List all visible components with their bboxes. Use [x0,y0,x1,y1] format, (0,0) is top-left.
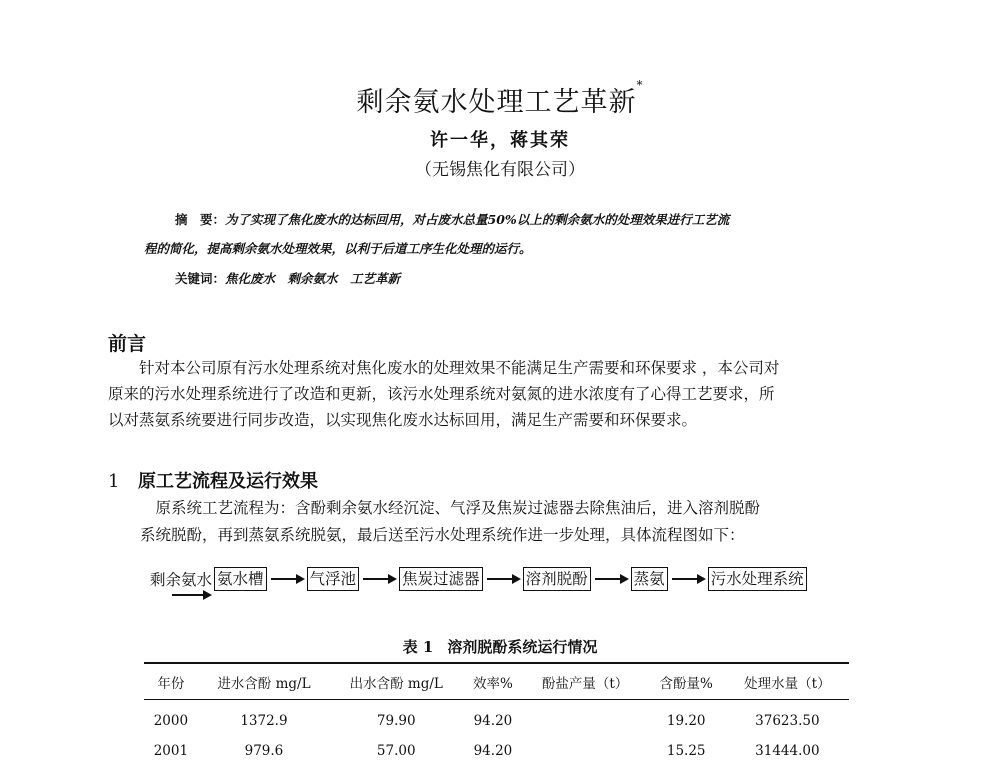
table-cell: 19.20 [666,713,706,729]
table-cell: 37623.50 [755,713,820,729]
title-footnote-mark: * [636,78,644,92]
flow-arrow-icon [593,573,629,585]
keywords-text: 焦化废水 剩余氨水 工艺革新 [225,271,401,286]
section-line: 系统脱酚，再到蒸氨系统脱氨，最后送至污水处理系统作进一步处理，具体流程图如下： [140,526,745,544]
table-cell: 2001 [153,743,189,759]
col-header-water-volume: 处理水量（t） [726,663,849,700]
authors: 许一华，蒋其荣 [430,130,570,151]
table-number: 表 1 [402,638,434,656]
title-text: 剩余氨水处理工艺革新 [356,87,637,118]
flow-arrow-icon [485,573,521,585]
col-header-year: 年份 [144,663,198,700]
table-cell [523,700,646,737]
paper-title [0,80,1000,119]
table-cell: 1372.9 [240,713,288,729]
table-cell: 31444.00 [755,743,820,759]
col-header-phenolate-output: 酚盐产量（t） [523,663,646,700]
keywords-label: 关键词： [175,271,226,286]
preface-line: 原来的污水处理系统进行了改造和更新，该污水处理系统对氨氮的进水浓度有了心得工艺要求，所 [108,385,775,403]
flow-start-label: 剩余氨水 [150,571,213,589]
flow-arrow-icon [670,573,706,585]
table-cell: 57.00 [376,743,416,759]
flow-step-flotation-tank: 气浮池 [307,567,360,591]
table-cell: 2000 [153,713,189,729]
abstract-label: 摘 要： [175,212,226,227]
section-line: 原系统工艺流程为：含酚剩余氨水经沉淀、气浮及焦炭过滤器去除焦油后，进入溶剂脱酚 [140,499,761,517]
table-cell: 94.20 [473,713,513,729]
abstract-text-1: 为了实现了焦化废水的达标回用，对占废水总量50%以上的剩余氨水的处理效果进行工艺流 [225,212,730,227]
preface-heading: 前言 [108,333,147,355]
section-1-paragraph [140,495,900,549]
preface-paragraph [108,355,898,433]
section-1-heading [108,467,318,493]
col-header-phenol-content: 含酚量% [647,663,726,700]
abstract-line-1 [175,210,729,228]
flow-arrow-icon [361,573,397,585]
table-title: 溶剂脱酚系统运行情况 [447,638,598,656]
table-cell: 94.20 [473,743,513,759]
keywords [175,269,400,287]
flow-step-ammonia-stripping: 蒸氨 [631,567,668,591]
table-row [144,736,849,766]
process-flow-diagram [150,566,807,592]
table-row [144,700,849,737]
table-header-row [144,663,849,700]
section-number: 1 [108,471,120,492]
table-cell: 79.90 [376,713,416,729]
flow-step-wastewater-system: 污水处理系统 [708,567,807,591]
col-header-inlet-phenol: 进水含酚 mg/L [198,663,330,700]
preface-line: 针对本公司原有污水处理系统对焦化废水的处理效果不能满足生产需要和环保要求 ，本公司对 [108,359,780,377]
col-header-efficiency: 效率% [462,663,523,700]
flow-input-arrow-icon [172,589,212,601]
table-cell: 979.6 [244,743,284,759]
flow-step-solvent-dephenol: 溶剂脱酚 [523,567,591,591]
table-caption [0,636,1000,657]
flow-step-ammonia-tank: 氨水槽 [214,567,267,591]
preface-line: 以对蒸氨系统要进行同步改造，以实现焦化废水达标回用，满足生产需要和环保要求。 [108,411,698,429]
section-title: 原工艺流程及运行效果 [138,471,318,492]
col-header-outlet-phenol: 出水含酚 mg/L [330,663,462,700]
abstract-line-2: 程的简化，提高剩余氨水处理效果，以利于后道工序生化处理的运行。 [144,241,532,256]
flow-step-coke-filter: 焦炭过滤器 [399,567,483,591]
affiliation: （无锡焦化有限公司） [415,160,585,180]
table-cell [523,736,646,766]
flow-arrow-icon [269,573,305,585]
dephenol-operation-table [144,662,849,766]
table-cell: 15.25 [666,743,706,759]
